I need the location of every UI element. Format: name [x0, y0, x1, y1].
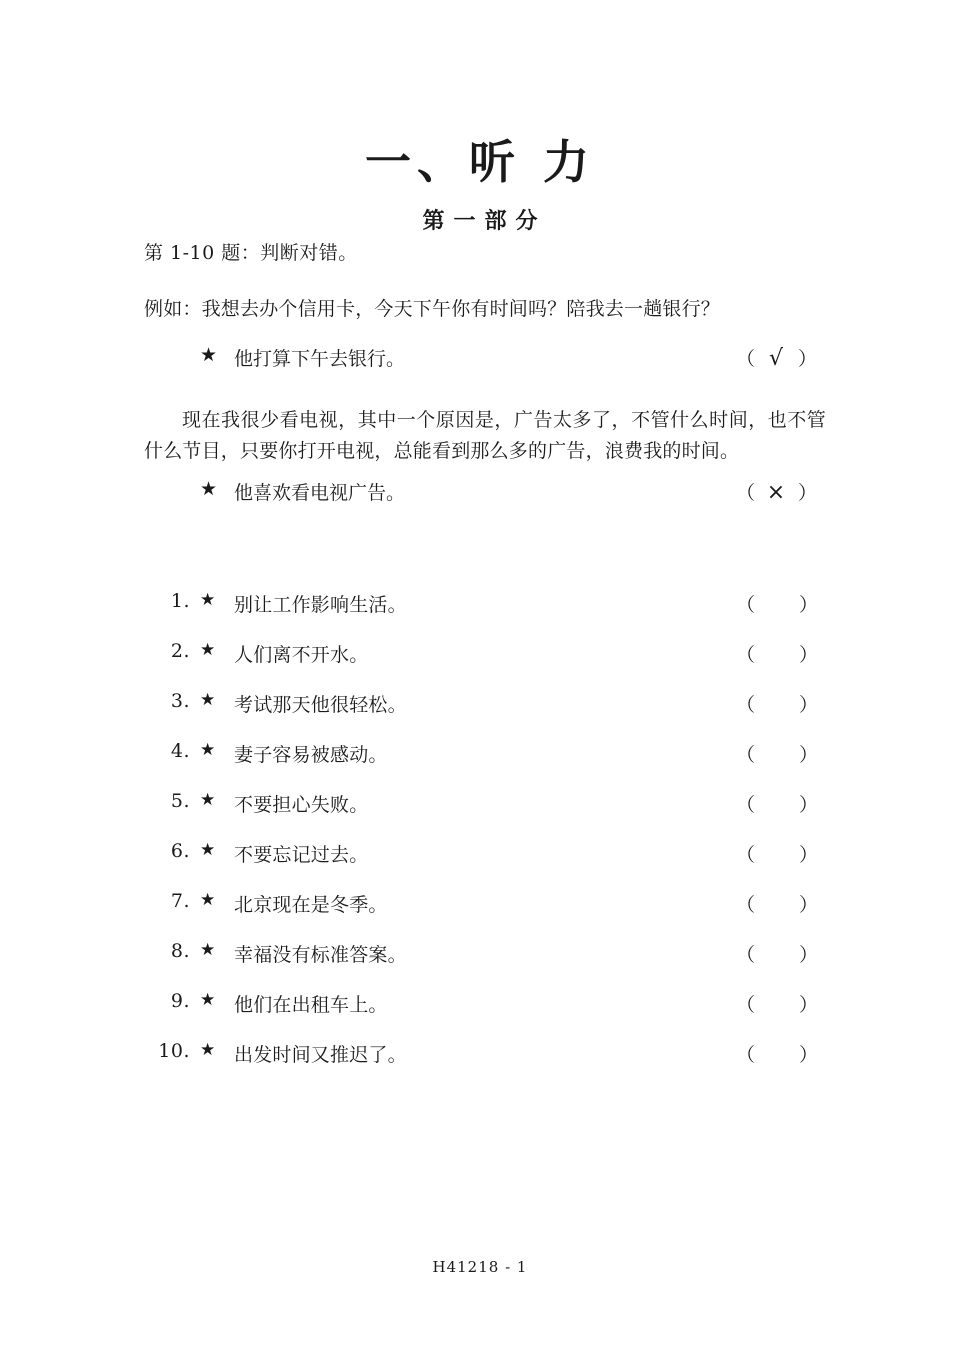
question-statement: 不要担心失败。 [234, 794, 369, 816]
paren-close: ） [799, 644, 819, 666]
paren-close: ） [799, 994, 819, 1016]
answer-blank[interactable] [736, 940, 818, 967]
question-statement: 幸福没有标准答案。 [234, 944, 407, 966]
example-statement: 他喜欢看电视广告。 [234, 482, 406, 504]
question-number: 10. [158, 1040, 190, 1062]
question-row [144, 990, 834, 1040]
paren-close: ） [799, 694, 819, 716]
paren-close: ） [799, 944, 819, 966]
star-icon: ★ [200, 478, 218, 500]
paren-close: ） [799, 794, 819, 816]
question-row [144, 740, 834, 790]
paren-close: ） [799, 744, 819, 766]
question-row [144, 590, 834, 640]
question-number: 6. [170, 840, 190, 862]
paren-close: ） [799, 594, 819, 616]
paren-open: （ [736, 1044, 756, 1066]
star-icon: ★ [200, 890, 216, 910]
paren-open: （ [736, 944, 756, 966]
question-statement: 妻子容易被感动。 [234, 744, 388, 766]
star-icon: ★ [200, 740, 216, 760]
question-row [144, 1040, 834, 1090]
answer-blank[interactable] [736, 1040, 818, 1067]
example-statement: 他打算下午去银行。 [234, 348, 406, 370]
star-icon: ★ [200, 790, 216, 810]
example-prompt-text: 例如：我想去办个信用卡，今天下午你有时间吗？陪我去一趟银行？ [144, 298, 721, 320]
question-row [144, 790, 834, 840]
answer-blank[interactable] [736, 990, 818, 1017]
question-statement: 人们离不开水。 [234, 644, 369, 666]
page-footer: H41218 - 1 [432, 1258, 528, 1276]
checkmark-icon: √ [768, 346, 784, 371]
question-number: 7. [170, 890, 190, 912]
part-title: 第一部分 [422, 208, 547, 235]
paren-open: （ [736, 348, 756, 370]
question-row [144, 940, 834, 990]
question-statement: 他们在出租车上。 [234, 994, 388, 1016]
paren-open: （ [736, 994, 756, 1016]
paren-open: （ [736, 844, 756, 866]
paren-close: ） [799, 844, 819, 866]
example-passage-text: 现在我很少看电视，其中一个原因是，广告太多了，不管什么时间，也不管什么节目，只要你打开电视，总能看到那么多的广告，浪费我的时间。 [144, 409, 826, 462]
question-number: 3. [170, 690, 190, 712]
question-statement: 不要忘记过去。 [234, 844, 369, 866]
question-statement: 北京现在是冬季。 [234, 894, 388, 916]
paren-open: （ [736, 794, 756, 816]
question-statement: 别让工作影响生活。 [234, 594, 407, 616]
question-row [144, 690, 834, 740]
paren-open: （ [736, 894, 756, 916]
star-icon: ★ [200, 640, 216, 660]
question-number: 8. [170, 940, 190, 962]
answer-blank[interactable] [736, 590, 818, 617]
star-icon: ★ [200, 690, 216, 710]
question-number: 5. [170, 790, 190, 812]
paren-close: ） [799, 894, 819, 916]
answer-blank[interactable] [736, 640, 818, 667]
page-title: 一、听 力 [364, 134, 595, 189]
question-statement: 考试那天他很轻松。 [234, 694, 407, 716]
answer-blank[interactable] [736, 690, 818, 717]
question-number: 1. [170, 590, 190, 612]
question-row [144, 640, 834, 690]
example-answer-2 [736, 478, 836, 505]
paren-close: ） [798, 348, 818, 370]
question-number: 2. [170, 640, 190, 662]
paren-close: ） [799, 1044, 819, 1066]
question-list [144, 590, 834, 1090]
question-statement: 出发时间又推迟了。 [234, 1044, 407, 1066]
question-number: 4. [170, 740, 190, 762]
paren-open: （ [736, 482, 756, 504]
star-icon: ★ [200, 990, 216, 1010]
paren-close: ） [798, 482, 818, 504]
paren-open: （ [736, 594, 756, 616]
question-row [144, 840, 834, 890]
star-icon: ★ [200, 940, 216, 960]
paren-open: （ [736, 644, 756, 666]
star-icon: ★ [200, 344, 218, 366]
answer-blank[interactable] [736, 890, 818, 917]
answer-blank[interactable] [736, 740, 818, 767]
star-icon: ★ [200, 1040, 216, 1060]
paren-open: （ [736, 694, 756, 716]
instruction-text: 第 1-10 题：判断对错。 [144, 242, 358, 264]
paren-open: （ [736, 744, 756, 766]
star-icon: ★ [200, 590, 216, 610]
cross-icon: × [766, 480, 786, 505]
question-row [144, 890, 834, 940]
answer-blank[interactable] [736, 840, 818, 867]
answer-blank[interactable] [736, 790, 818, 817]
star-icon: ★ [200, 840, 216, 860]
question-number: 9. [170, 990, 190, 1012]
example-answer-1 [736, 344, 836, 371]
